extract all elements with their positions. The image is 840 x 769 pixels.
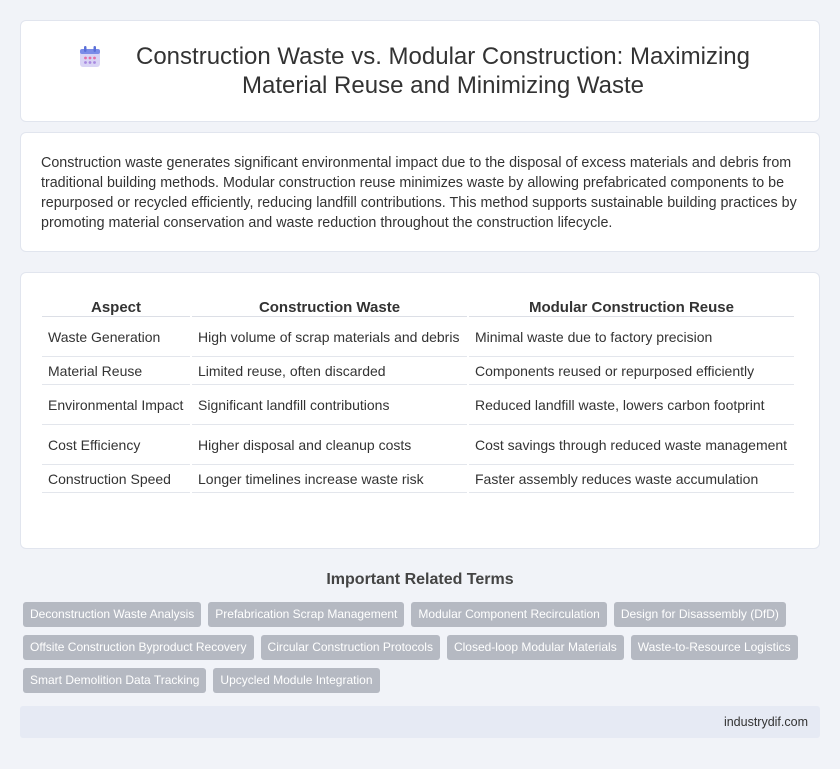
header-construction-waste: Construction Waste <box>192 295 467 317</box>
term-tag[interactable]: Smart Demolition Data Tracking <box>23 668 206 693</box>
table-row <box>42 465 794 493</box>
related-terms-list <box>23 602 823 693</box>
footer-site-link[interactable]: industrydif.com <box>723 715 808 729</box>
table-cell: Cost savings through reduced waste management <box>469 425 794 465</box>
header-aspect: Aspect <box>42 295 190 317</box>
term-tag[interactable]: Prefabrication Scrap Management <box>208 602 404 627</box>
intro-paragraph: Construction waste generates significant environmental impact due to the disposal of excess materials and debris from traditional building methods. Modular construction reuse minimizes waste by allowing prefabricated components to be repurposed or recycled efficiently, reducing landfill contributions. This method supports sustainable building practices by promoting material conservation and waste reduction throughout the construction lifecycle. <box>41 155 797 231</box>
calendar-icon <box>77 44 103 70</box>
term-tag[interactable]: Design for Disassembly (DfD) <box>614 602 786 627</box>
title-wrap <box>77 42 763 100</box>
table-row <box>42 385 794 425</box>
title-card <box>20 20 820 122</box>
intro-card <box>20 132 820 252</box>
table-cell: Minimal waste due to factory precision <box>469 317 794 357</box>
table-cell: Faster assembly reduces waste accumulation <box>469 465 794 493</box>
comparison-table <box>40 295 796 493</box>
table-row <box>42 317 794 357</box>
table-cell: Construction Speed <box>42 465 190 493</box>
related-terms-heading: Important Related Terms <box>326 571 514 588</box>
term-tag[interactable]: Waste-to-Resource Logistics <box>631 635 798 660</box>
page-title: Construction Waste vs. Modular Construction: Maximizing Material Reuse and Minimizing Waste <box>136 43 750 99</box>
term-tag[interactable]: Modular Component Recirculation <box>411 602 606 627</box>
term-tag[interactable]: Deconstruction Waste Analysis <box>23 602 201 627</box>
footer <box>20 706 820 738</box>
table-row <box>42 357 794 385</box>
term-tag[interactable]: Upcycled Module Integration <box>213 668 379 693</box>
table-cell: Longer timelines increase waste risk <box>192 465 467 493</box>
table-header-row <box>42 295 794 317</box>
table-row <box>42 425 794 465</box>
table-cell: Significant landfill contributions <box>192 385 467 425</box>
table-cell: Material Reuse <box>42 357 190 385</box>
table-cell: Waste Generation <box>42 317 190 357</box>
table-cell: Environmental Impact <box>42 385 190 425</box>
header-modular-reuse: Modular Construction Reuse <box>469 295 794 317</box>
term-tag[interactable]: Offsite Construction Byproduct Recovery <box>23 635 254 660</box>
table-cell: High volume of scrap materials and debris <box>192 317 467 357</box>
table-cell: Reduced landfill waste, lowers carbon footprint <box>469 385 794 425</box>
term-tag[interactable]: Circular Construction Protocols <box>261 635 440 660</box>
comparison-card <box>20 272 820 549</box>
table-cell: Higher disposal and cleanup costs <box>192 425 467 465</box>
term-tag[interactable]: Closed-loop Modular Materials <box>447 635 624 660</box>
table-cell: Cost Efficiency <box>42 425 190 465</box>
table-cell: Limited reuse, often discarded <box>192 357 467 385</box>
table-cell: Components reused or repurposed efficiently <box>469 357 794 385</box>
